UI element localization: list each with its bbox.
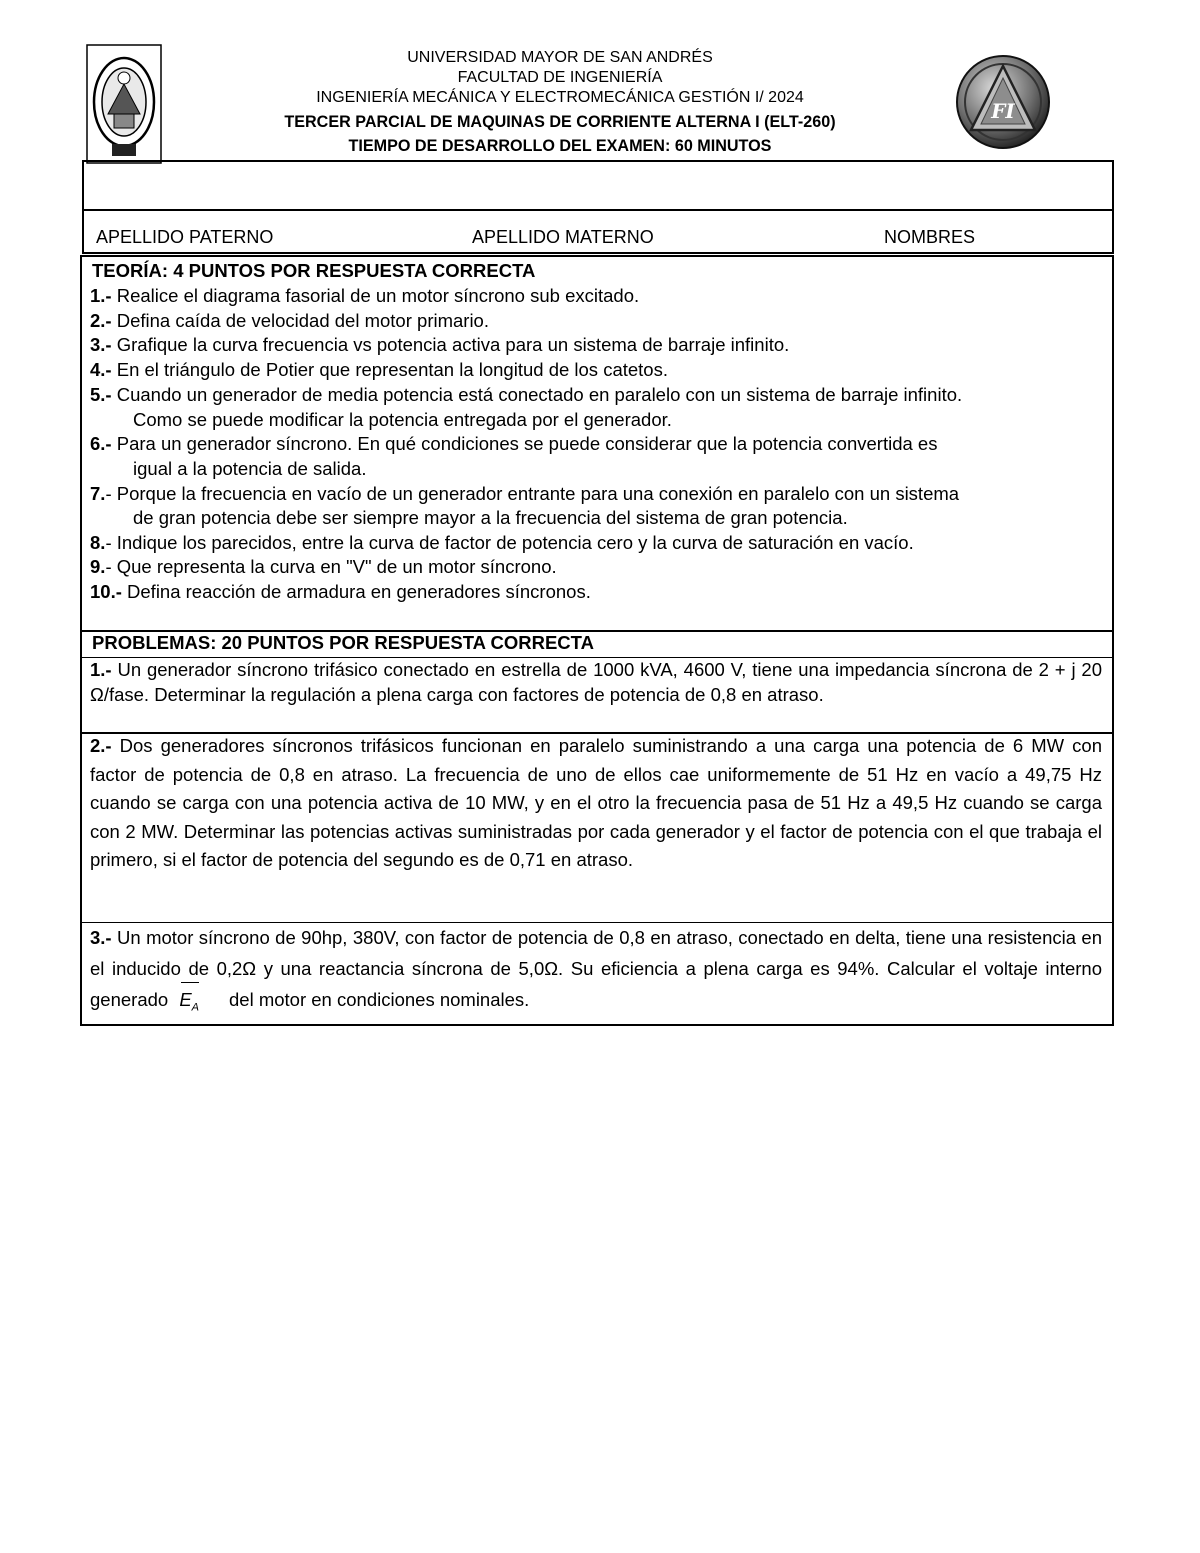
- question-number: 7.: [90, 483, 106, 504]
- question-text: En el triángulo de Potier que representan la longitud de los catetos.: [116, 359, 668, 380]
- maternal-surname-label: APELLIDO MATERNO: [472, 227, 654, 247]
- theory-question-7: [90, 482, 959, 506]
- internal-voltage-symbol: $E_A$: [179, 984, 199, 1024]
- theory-question-4: [90, 358, 668, 382]
- theory-question-1: [90, 284, 639, 308]
- theory-question-7-continued: de gran potencia debe ser siempre mayor a la frecuencia del sistema de gran potencia.: [133, 507, 848, 528]
- theory-question-5: [90, 383, 962, 407]
- question-number: 3.-: [90, 334, 112, 355]
- question-number: 5.-: [90, 384, 112, 405]
- question-text: Cuando un generador de media potencia está conectado en paralelo con un sistema de barraje infinito.: [116, 384, 963, 405]
- problem-number: 2.-: [90, 735, 112, 756]
- question-text: Realice el diagrama fasorial de un motor síncrono sub excitado.: [116, 285, 640, 306]
- question-number: 10.-: [90, 581, 122, 602]
- name-divider: [84, 209, 1112, 211]
- exam-title: TERCER PARCIAL DE MAQUINAS DE CORRIENTE ALTERNA I (ELT-260): [284, 112, 836, 131]
- program-name: INGENIERÍA MECÁNICA Y ELECTROMECÁNICA GESTIÓN I/ 2024: [316, 89, 804, 106]
- problem-1: [90, 657, 1102, 707]
- theory-question-10: [90, 580, 591, 604]
- problems-title: PROBLEMAS: 20 PUNTOS POR RESPUESTA CORRECTA: [92, 632, 594, 653]
- faculty-name: FACULTAD DE INGENIERÍA: [457, 69, 663, 86]
- svg-text:FI: FI: [991, 99, 1015, 123]
- problem-number: 3.-: [90, 927, 112, 948]
- theory-question-3: [90, 333, 789, 357]
- problem-text: Un generador síncrono trifásico conectado en estrella de 1000 kVA, 4600 V, tiene una impedancia síncrona de 2 + j 20 Ω/fase. Determinar la regulación a plena carga con factores de potencia de 0,8 en atraso.: [90, 659, 1102, 705]
- theory-question-5-continued: Como se puede modificar la potencia entregada por el generador.: [133, 409, 672, 430]
- question-text: - Que representa la curva en "V" de un motor síncrono.: [105, 556, 557, 577]
- problem-number: 1.-: [90, 659, 112, 680]
- theory-question-9: [90, 555, 557, 579]
- theory-question-2: [90, 309, 489, 333]
- question-number: 8.: [90, 532, 106, 553]
- question-text: Defina caída de velocidad del motor primario.: [116, 310, 489, 331]
- problem-text-end: del motor en condiciones nominales.: [229, 989, 530, 1010]
- question-text: Para un generador síncrono. En qué condiciones se puede considerar que la potencia convertida es: [116, 433, 938, 454]
- theory-question-8: [90, 531, 914, 555]
- question-number: 9.: [90, 556, 106, 577]
- problem-3: [90, 922, 1102, 1024]
- umsa-seal-logo: [86, 44, 162, 164]
- names-label: NOMBRES: [884, 227, 976, 247]
- question-number: 6.-: [90, 433, 112, 454]
- theory-question-6-continued: igual a la potencia de salida.: [133, 458, 367, 479]
- question-text: Grafique la curva frecuencia vs potencia activa para un sistema de barraje infinito.: [116, 334, 790, 355]
- question-text: Defina reacción de armadura en generadores síncronos.: [127, 581, 591, 602]
- university-name: UNIVERSIDAD MAYOR DE SAN ANDRÉS: [407, 49, 713, 66]
- question-number: 2.-: [90, 310, 112, 331]
- problem-text: Dos generadores síncronos trifásicos funcionan en paralelo suministrando a una carga una potencia de 6 MW con factor de potencia de 0,8 en atraso. La frecuencia de uno de ellos cae uniformemente de 51 Hz en vacío a 49,75 Hz cuando se carga con una potencia activa de 10 MW, y en el otro la frecuencia pasa de 51 Hz a 49,5 Hz cuando se carga con 2 MW. Determinar las potencias activas suministradas por cada generador y el factor de potencia con el que trabaja el primero, si el factor de potencia del segundo es de 0,71 en atraso.: [90, 735, 1103, 870]
- paternal-surname-label: APELLIDO PATERNO: [96, 227, 274, 247]
- question-text: - Porque la frecuencia en vacío de un generador entrante para una conexión en paralelo con un sistema: [105, 483, 960, 504]
- problem-text: Un motor síncrono de 90hp, 380V, con factor de potencia de 0,8 en atraso, conectado en delta, tiene una resistencia en el inducido de 0,2Ω y una reactancia síncrona de 5,0Ω. Su eficiencia a plena carga es 94%. Calcular el voltaje interno generado: [90, 927, 1103, 1010]
- question-text: - Indique los parecidos, entre la curva de factor de potencia cero y la curva de saturación en vacío.: [105, 532, 914, 553]
- student-name-box: [82, 160, 1114, 254]
- theory-title: TEORÍA: 4 PUNTOS POR RESPUESTA CORRECTA: [92, 260, 536, 281]
- exam-time: TIEMPO DE DESARROLLO DEL EXAMEN: 60 MINUTOS: [348, 136, 772, 155]
- question-number: 1.-: [90, 285, 112, 306]
- fi-faculty-logo: [955, 54, 1051, 150]
- theory-question-6: [90, 432, 937, 456]
- problem-2: [90, 732, 1102, 875]
- question-number: 4.-: [90, 359, 112, 380]
